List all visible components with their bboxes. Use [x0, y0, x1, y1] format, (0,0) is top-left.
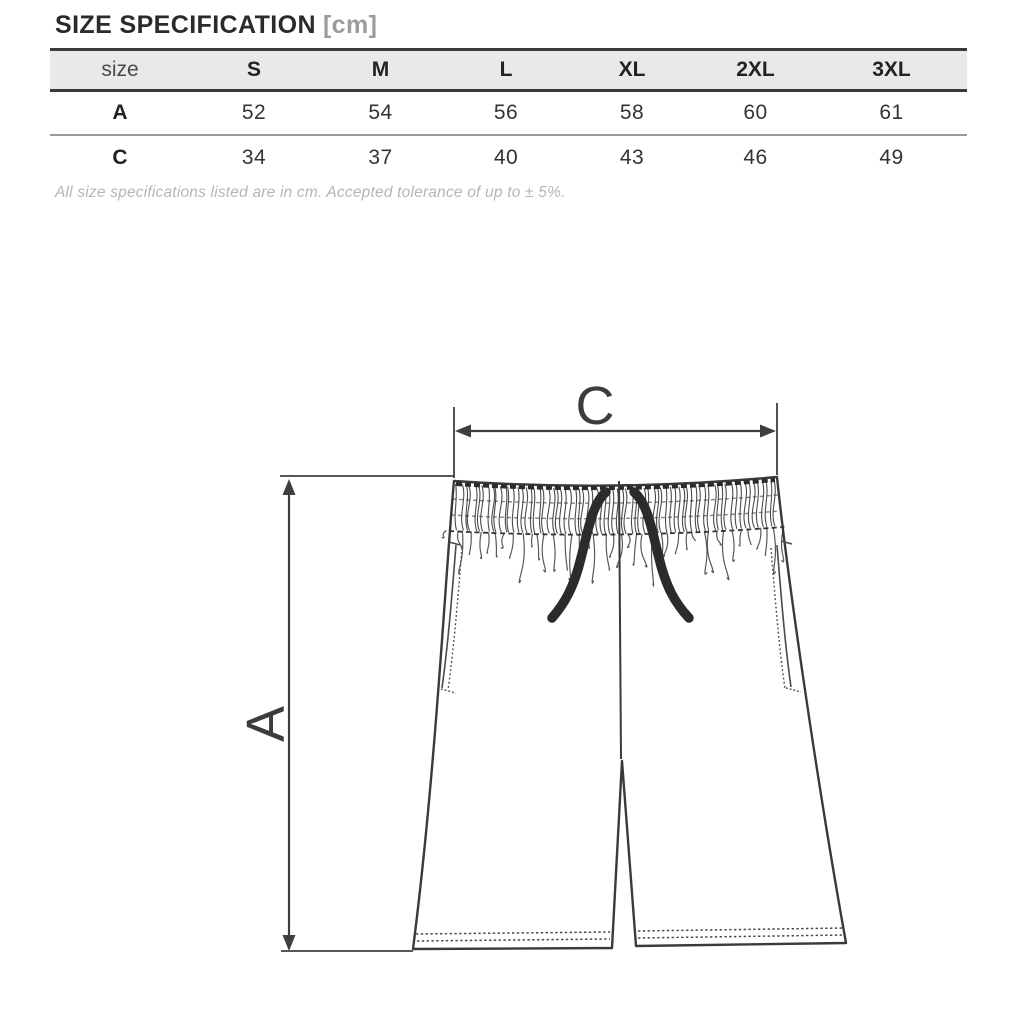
row-c-value-s: 34: [241, 146, 267, 169]
dimension-c: [454, 403, 777, 478]
page-title-unit: [cm]: [322, 11, 378, 39]
size-table-row-a: [50, 92, 967, 136]
size-table-header-row: [50, 48, 967, 92]
size-table: [50, 48, 967, 180]
row-c-value-3xl: 49: [879, 146, 904, 169]
header-cell-s: S: [246, 58, 261, 81]
header-cell-xl: XL: [618, 58, 646, 81]
width-dimension-label: C: [575, 376, 615, 436]
row-a-value-2xl: 60: [743, 101, 768, 124]
row-a-value-l: 56: [493, 101, 519, 124]
header-cell-3xl: 3XL: [872, 58, 911, 81]
tolerance-footnote: All size specifications listed are in cm. Accepted tolerance of up to ± 5%.: [55, 184, 566, 201]
row-c-value-2xl: 46: [743, 146, 768, 169]
header-cell-m: M: [371, 58, 390, 81]
row-c-value-xl: 43: [619, 146, 645, 169]
row-a-value-3xl: 61: [879, 101, 904, 124]
row-a-value-s: 52: [241, 101, 267, 124]
page-title: [55, 11, 377, 40]
height-dimension-label: A: [236, 705, 296, 743]
header-cell-l: L: [499, 58, 513, 81]
row-c-value-l: 40: [493, 146, 519, 169]
row-a-value-xl: 58: [619, 101, 645, 124]
shorts-size-diagram: [0, 370, 1010, 1024]
size-table-row-c: [50, 136, 967, 180]
row-a-value-m: 54: [368, 101, 393, 124]
row-c-label: C: [112, 146, 128, 169]
header-cell-size: size: [101, 58, 139, 81]
row-a-label: A: [112, 101, 128, 124]
row-c-value-m: 37: [368, 146, 393, 169]
header-cell-2xl: 2XL: [736, 58, 775, 81]
page-title-text: SIZE SPECIFICATION: [55, 11, 316, 39]
